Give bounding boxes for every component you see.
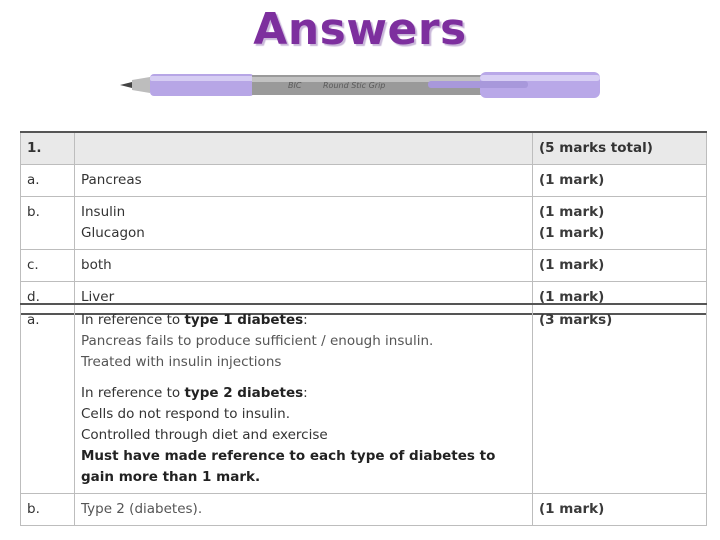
marks-value: (1 mark) xyxy=(533,494,707,526)
question-1-table xyxy=(20,131,707,315)
part-label: b. xyxy=(21,494,75,526)
heading-prefix: In reference to xyxy=(81,385,185,401)
part-label: b. xyxy=(21,197,75,250)
answer-text: Pancreas fails to produce sufficient / enough insulin. xyxy=(81,333,434,349)
heading-bold: type 2 diabetes xyxy=(184,385,304,401)
answer-row xyxy=(21,197,707,250)
heading-suffix: : xyxy=(303,312,308,328)
question-1-header-row xyxy=(21,132,707,165)
part-label: a. xyxy=(21,304,75,494)
spacer xyxy=(81,373,526,383)
heading-bold: type 1 diabetes xyxy=(184,312,304,328)
type-1-heading xyxy=(81,310,526,331)
marking-note: Must have made reference to each type of diabetes to gain more than 1 mark. xyxy=(81,448,496,485)
type-2-heading xyxy=(81,383,526,404)
marks-value: (1 mark) xyxy=(539,204,605,220)
answer-text: Type 2 (diabetes). xyxy=(75,494,533,526)
answer-row xyxy=(21,250,707,282)
pen-image xyxy=(118,66,604,106)
marks-value: (1 mark) xyxy=(533,282,707,315)
answer-row xyxy=(21,304,707,494)
answer-text: both xyxy=(75,250,533,282)
pen-model-text: Round Stic Grip xyxy=(323,81,386,90)
marks-value: (1 mark) xyxy=(533,165,707,197)
answer-text: Treated with insulin injections xyxy=(81,354,282,370)
answer-row xyxy=(21,494,707,526)
part-label: c. xyxy=(21,250,75,282)
question-2-table xyxy=(20,303,707,526)
question-number: 1. xyxy=(21,132,75,165)
answer-text: Insulin xyxy=(81,204,126,220)
header-blank-cell xyxy=(75,132,533,165)
answer-row xyxy=(21,165,707,197)
part-label: d. xyxy=(21,282,75,315)
total-marks: (5 marks total) xyxy=(533,132,707,165)
part-label: a. xyxy=(21,165,75,197)
marks-cell xyxy=(533,197,707,250)
marks-value: (1 mark) xyxy=(533,250,707,282)
heading-prefix: In reference to xyxy=(81,312,185,328)
answer-text: Pancreas xyxy=(75,165,533,197)
answer-cell xyxy=(75,304,533,494)
answer-text: Liver xyxy=(75,282,533,315)
marks-value: (3 marks) xyxy=(533,304,707,494)
answer-text: Controlled through diet and exercise xyxy=(81,427,328,443)
answer-text: Cells do not respond to insulin. xyxy=(81,406,291,422)
page-title: Answers xyxy=(253,4,467,55)
marks-value: (1 mark) xyxy=(539,225,605,241)
answer-cell xyxy=(75,197,533,250)
pen-brand-text: BIC xyxy=(288,81,302,90)
heading-suffix: : xyxy=(303,385,308,401)
answer-text: Glucagon xyxy=(81,225,145,241)
